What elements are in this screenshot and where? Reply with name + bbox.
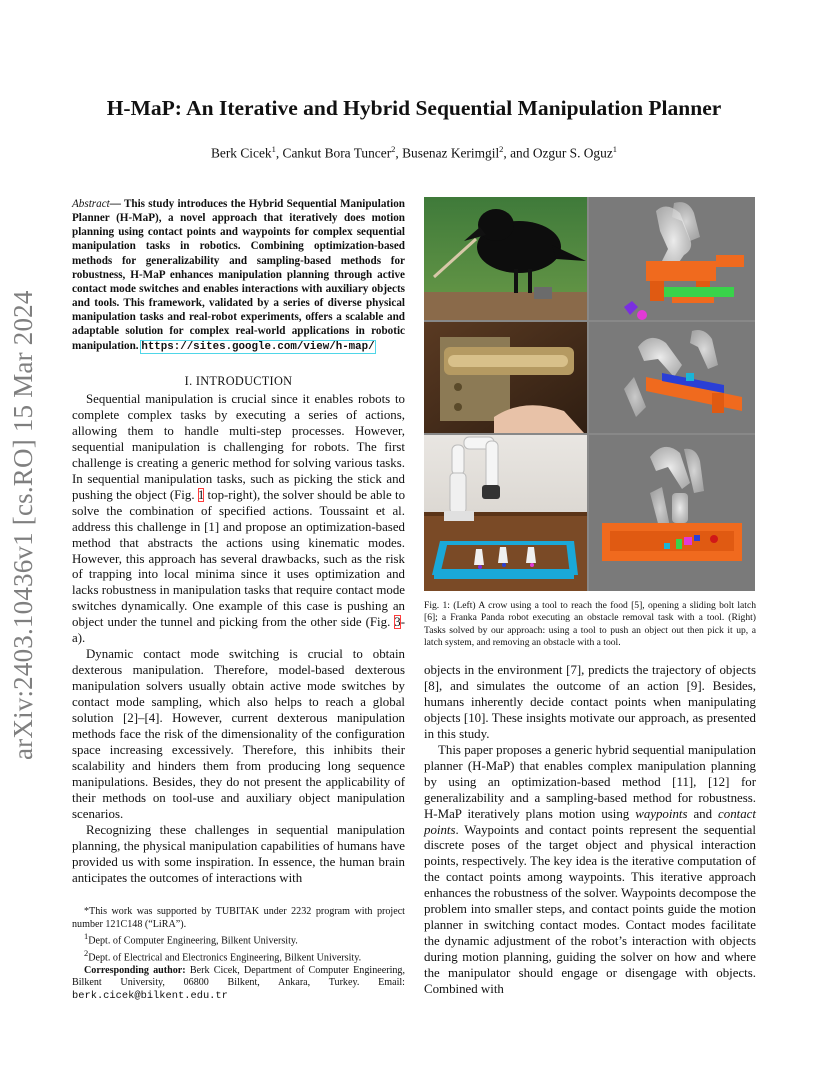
abstract (72, 197, 405, 354)
paragraph (424, 743, 756, 998)
author-name: Berk Cicek (210, 145, 272, 161)
author-affiliation-mark: 1 (612, 144, 618, 154)
footnote-text: Dept. of Computer Engineering, Bilkent University. (88, 935, 298, 947)
footnote-text: Berk Cicek, Department of Computer Engineering, Bilkent University, 06800 Bilkent, Ankara, Turkey. Email: (72, 964, 405, 989)
paper-title: H-MaP: An Iterative and Hybrid Sequential Manipulation Planner (106, 96, 722, 120)
figure-reference-link[interactable]: 1 (197, 487, 205, 502)
footnote-mark: 1 (84, 932, 89, 941)
emphasis-term: contact points (424, 806, 756, 837)
figure-1-graphic (424, 197, 755, 591)
figure-1 (424, 197, 755, 591)
abstract-text: This study introduces the Hybrid Sequential Manipulation Planner (H-MaP), a novel approach that iteratively does motion planning using contact points and waypoints for complex sequential manipulation tasks in robotics. Combining optimization-based methods for generalizability and sampling-based methods for robustness, H-MaP enhances manipulation planning through active contact mode switches and enables interactions with auxiliary objects and tools. This framework, validated by a series of diverse physical manipulation tasks and real-robot experiments, offers a scalable and adaptable solution for complex real-world applications in robotic manipulation. (72, 198, 405, 352)
author-affiliation-mark: 2 (499, 144, 504, 154)
author-separator: , (275, 145, 283, 161)
author-name: Ozgur S. Oguz (532, 145, 613, 161)
footnote-label: Corresponding author: (84, 964, 186, 976)
paragraph-text: and (687, 806, 719, 821)
section-heading-introduction: I. INTRODUCTION (184, 374, 293, 388)
author-email: berk.cicek@bilkent.edu.tr (72, 989, 228, 1002)
footnote-affiliation-1 (72, 931, 405, 948)
footnote-corresponding-author (72, 965, 405, 1003)
paragraph (72, 392, 405, 647)
paragraph-text: top-right), the solver should be able to solve the combination of specified actions. Toussaint et al. address this challenge in [1] and propose an optimization-based method that abstracts the actions using kinematic modes. However, this approach has several drawbacks, such as the risk of trapping into local minima since it uses optimization and lacks robustness in manipulation tasks that require contact mode switches dynamically. One example of this case is pushing an object under the tunnel and picking from the other side (Fig. (72, 487, 406, 630)
author-list (60, 144, 768, 161)
footnote-affiliation-2 (72, 948, 405, 965)
footnote-funding: *This work was supported by TUBITAK under 2232 program with project number 121C148 (“LiRA”). (72, 906, 405, 930)
emphasis-term: waypoints (635, 806, 688, 821)
author-affiliation-mark: 2 (391, 144, 396, 154)
figure-1-caption: Fig. 1: (Left) A crow using a tool to reach the food [5], opening a sliding bolt latch [6]; a Franka Panda robot executing an obstacle removal task with a tool. (Right) Tasks solved by our approach: using a tool to push an object out then pick it up, a latch system, and removing an obstacle with a tool. (424, 600, 756, 648)
paragraph-text: . Waypoints and contact points represent the sequential discrete poses of the target object and physical interaction points, respectively. The key idea is the iterative computation of the contact points among waypoints. This iterative approach enhances the robustness of the solver. Waypoints decompose the problem into smaller steps, and contact points guide the motion planner in switching contact modes. Contact modes facilitate the dynamic adjustment of the robot’s interaction with objects during motion planning, guiding the solver on how and where the manipulator should engage or disengage with objects. Combined with (424, 822, 757, 997)
paragraph: Dynamic contact mode switching is crucial to obtain dexterous manipulation. Therefore, model-based dexterous manipulation solvers usually obtain active mode switches by contact mode sampling, which also helps to reach a global solution [2]–[4]. However, current dexterous manipulation methods face the risk of the dimensionality of the configuration space increasing excessively. Therefore, this inhibits their scalability and hinders them from producing long sequence manipulations. Besides, they do not present the applicability of their methods on tool-use and auxiliary object manipulation scenarios. (72, 647, 405, 821)
paragraph-text: Sequential manipulation is crucial since it enables robots to complete complex tasks by executing a series of actions, allowing them to handle multi-step processes. However, sequential manipulation is challenging for robots. The first challenge is creating a generic method for solving various tasks. In sequential manipulation tasks, such as picking the stick and pushing the object (Fig. (72, 392, 405, 502)
franka-robot-photo-panel (424, 435, 587, 591)
paragraph: Recognizing these challenges in sequential manipulation planning, the physical manipulation capabilities of humans have provided us with some inspiration. In essence, the human brain anticipates the outcomes of interactions with (72, 822, 405, 885)
author-separator: , (395, 145, 403, 161)
paragraph: objects in the environment [7], predicts the trajectory of objects [8], and simulates the outcome of an action [9]. Besides, humans inherently decide contact points when manipulating objects [10]. These insights motivate our approach, as presented in this study. (424, 663, 756, 741)
author-separator: , and (503, 145, 533, 161)
simulation-obstacle-removal-panel (589, 435, 755, 591)
arxiv-identifier-stamp: arXiv:2403.10436v1 [cs.RO] 15 Mar 2024 (8, 290, 38, 760)
simulation-tool-push-panel (589, 197, 755, 320)
figure-reference-link[interactable]: 3 (394, 615, 401, 630)
author-name: Busenaz Kerimgil (402, 145, 500, 161)
abstract-dash: — (109, 198, 124, 210)
introduction-left-column (72, 392, 405, 887)
introduction-right-column (424, 663, 756, 998)
footnote-text: Dept. of Electrical and Electronics Engineering, Bilkent University. (88, 952, 362, 964)
author-affiliation-mark: 1 (271, 144, 276, 154)
footnotes (72, 906, 405, 1002)
paragraph-text: This paper proposes a generic hybrid sequential manipulation planner (H-MaP) that enables complex manipulation planning by using an optimization-based method [11], [12] for generalizability and a sampling-based method for robustness. H-MaP iteratively plans motion using (424, 742, 756, 821)
crow-photo-panel (424, 197, 587, 320)
paragraph-text: -a). (72, 615, 405, 646)
simulation-latch-panel (589, 322, 755, 433)
project-website-link[interactable]: https://sites.google.com/view/h-map/ (141, 340, 375, 353)
footnote-mark: 2 (84, 948, 89, 958)
sliding-latch-photo-panel (424, 322, 587, 433)
abstract-label: Abstract (72, 198, 110, 210)
author-name: Cankut Bora Tuncer (282, 145, 392, 161)
